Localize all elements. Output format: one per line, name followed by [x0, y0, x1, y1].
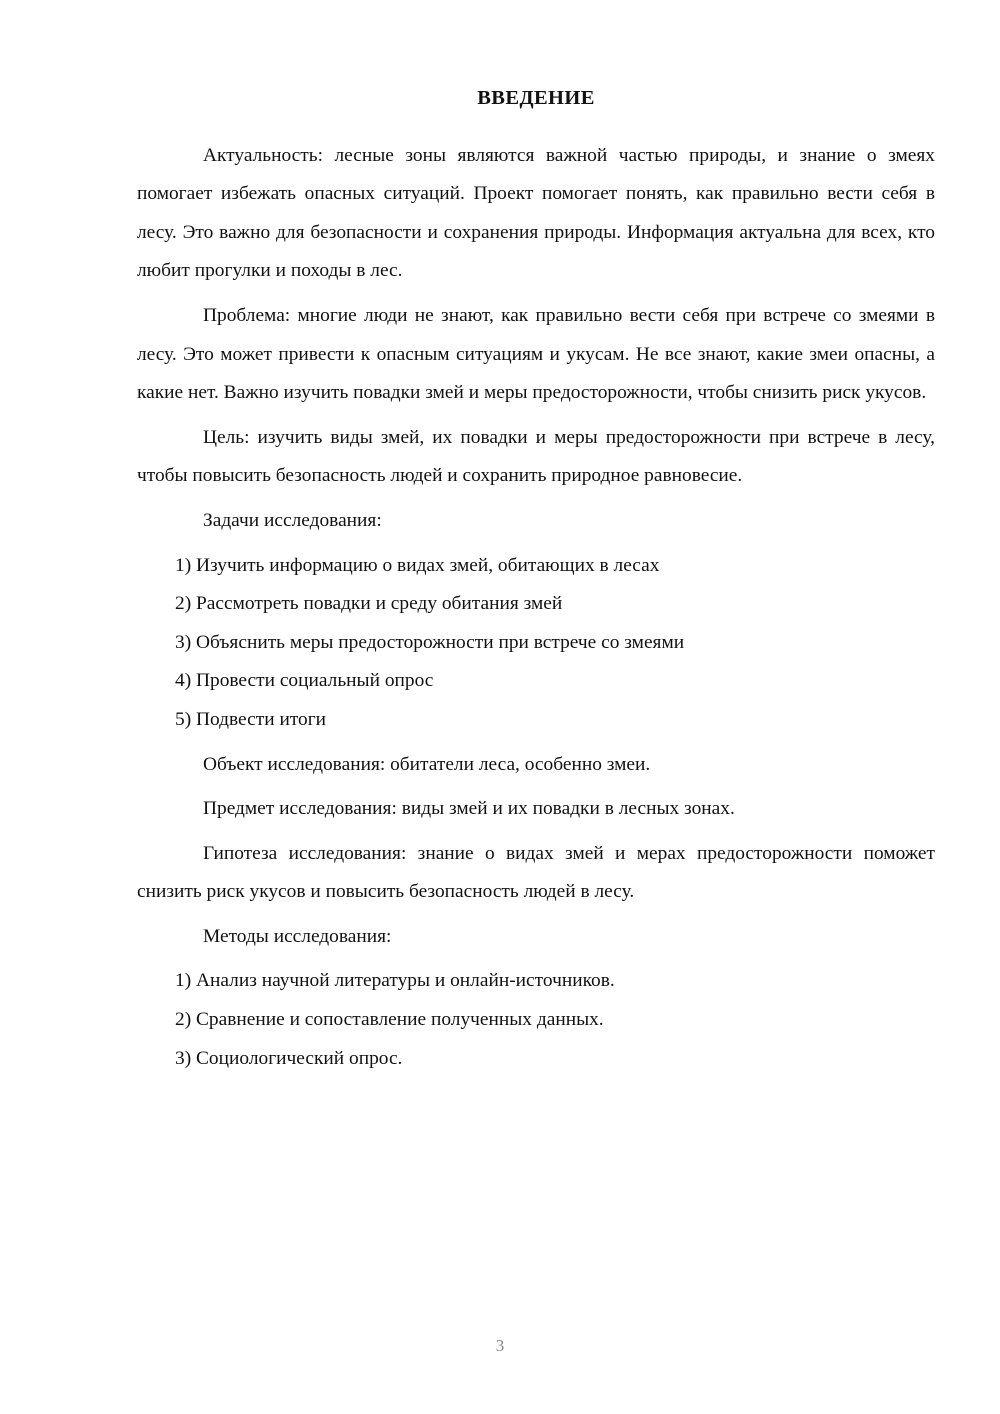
paragraph-object: Объект исследования: обитатели леса, особенно змеи. [203, 753, 651, 775]
list-item: 2) Рассмотреть повадки и среду обитания змей [175, 593, 563, 615]
paragraph-relevance: Актуальность: лесные зоны являются важной частью природы, и знание о змеях помогает избежать опасных ситуаций. Проект помогает понять, как правильно вести себя в лесу. Это важно для безопасности и сохранения природы. Информация актуальна для всех, кто любит прогулки и походы в лес. [137, 144, 935, 282]
tasks-heading: Задачи исследования: [203, 509, 382, 531]
paragraph-goal: Цель: изучить виды змей, их повадки и меры предосторожности при встрече в лесу, чтобы повысить безопасность людей и сохранить природное равновесие. [137, 426, 935, 487]
list-item: 1) Изучить информацию о видах змей, обитающих в лесах [175, 554, 660, 576]
page-title: ВВЕДЕНИЕ [477, 87, 595, 109]
paragraph-hypothesis: Гипотеза исследования: знание о видах змей и мерах предосторожности поможет снизить риск укусов и повысить безопасность людей в лесу. [137, 842, 935, 903]
paragraph-subject: Предмет исследования: виды змей и их повадки в лесных зонах. [203, 798, 735, 820]
document-body [137, 86, 935, 1084]
list-item: 2) Сравнение и сопоставление полученных данных. [175, 1009, 604, 1031]
page-number: 3 [495, 1336, 505, 1355]
list-item: 1) Анализ научной литературы и онлайн-источников. [175, 970, 615, 992]
methods-heading: Методы исследования: [203, 925, 392, 947]
list-item: 3) Социологический опрос. [175, 1047, 403, 1069]
list-item: 4) Провести социальный опрос [175, 670, 434, 692]
list-item: 3) Объяснить меры предосторожности при встрече со змеями [175, 631, 685, 653]
list-item: 5) Подвести итоги [175, 708, 327, 730]
paragraph-problem: Проблема: многие люди не знают, как правильно вести себя при встрече со змеями в лесу. Это может привести к опасным ситуациям и укусам. Не все знают, какие змеи опасны, а какие нет. Важно изучить повадки змей и меры предосторожности, чтобы снизить риск укусов. [137, 304, 935, 404]
tasks-list [137, 547, 935, 740]
methods-list [137, 962, 935, 1078]
